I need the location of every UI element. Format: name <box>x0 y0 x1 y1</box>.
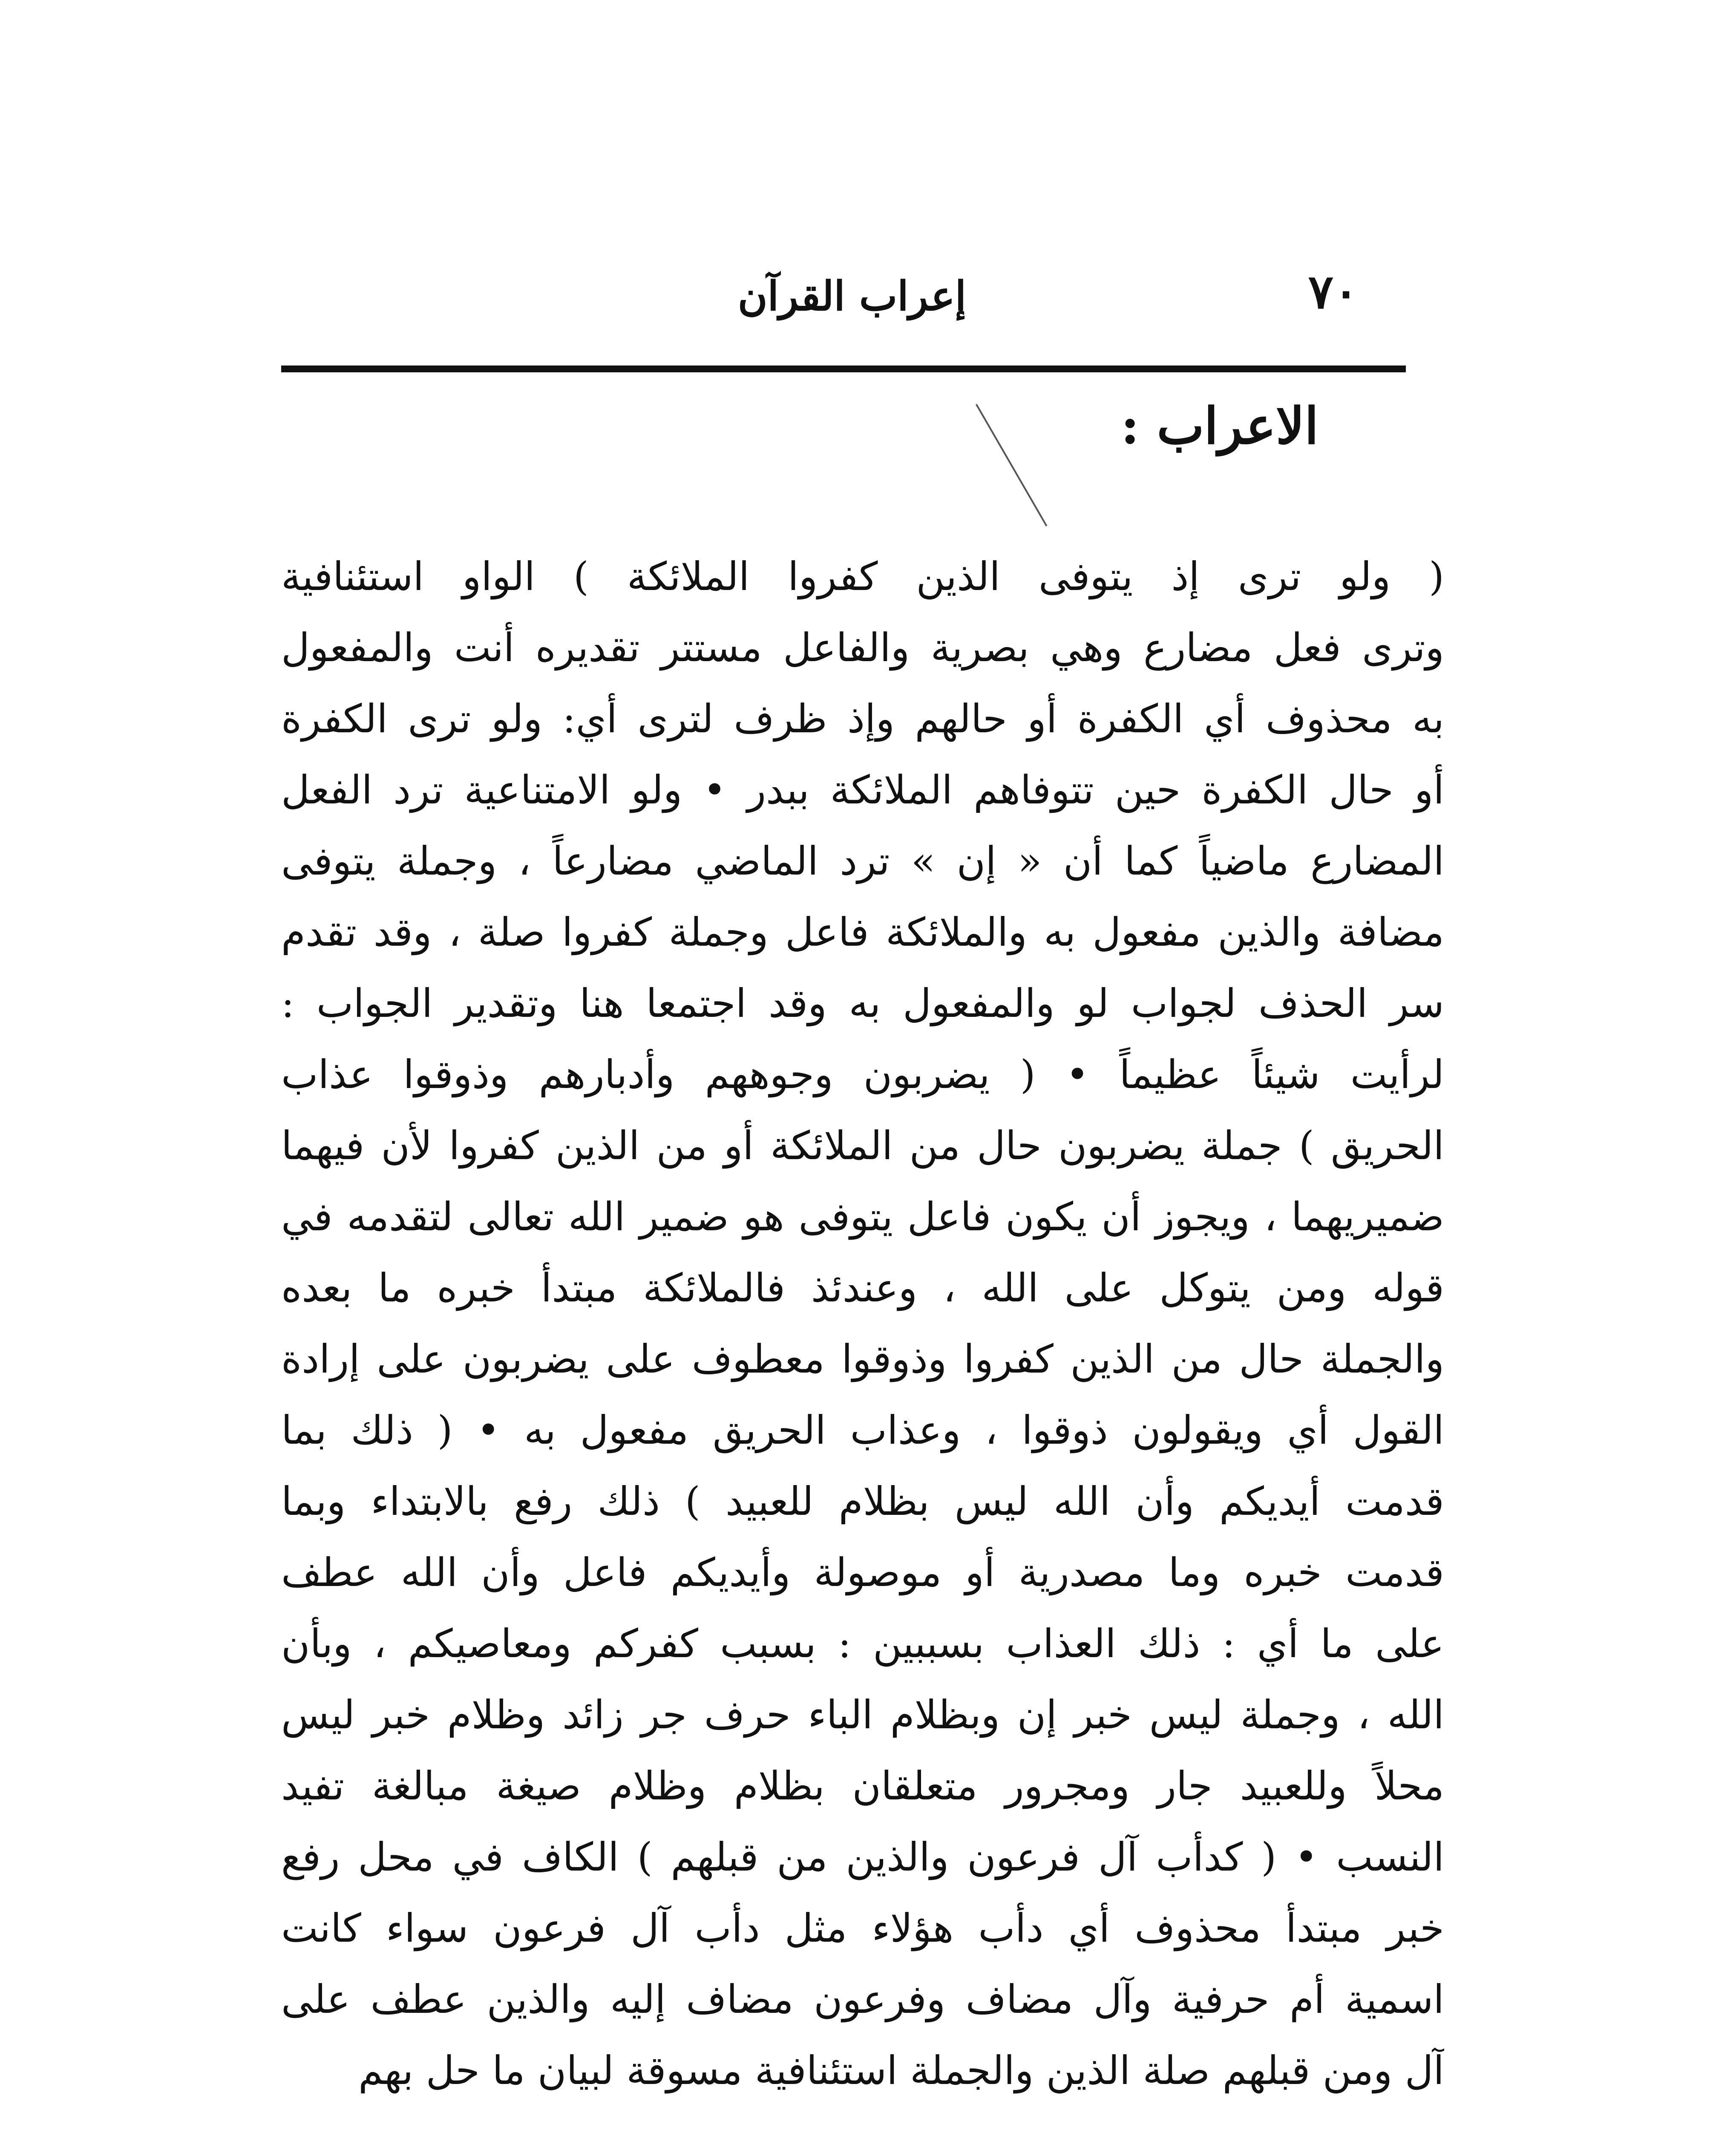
text-line: النسب • ( كدأب آل فرعون والذين من قبلهم ) الكاف في محل رفع <box>281 1834 1444 1880</box>
running-title: إعراب القرآن <box>737 273 967 320</box>
page-number: ٧٠ <box>1308 264 1359 319</box>
text-line: آل ومن قبلهم صلة الذين والجملة استئنافية مسوقة لبيان ما حل بهم <box>358 2048 1444 2093</box>
text-line: به محذوف أي الكفرة أو حالهم وإذ ظرف لترى أي: ولو ترى الكفرة <box>281 696 1444 742</box>
text-line: قدمت أيديكم وأن الله ليس بظلام للعبيد ) ذلك رفع بالابتداء وبما <box>281 1479 1444 1524</box>
text-line: الله ، وجملة ليس خبر إن وبظلام الباء حرف جر زائد وظلام خبر ليس <box>281 1692 1444 1738</box>
text-line: والجملة حال من الذين كفروا وذوقوا معطوف على يضربون على إرادة <box>281 1336 1444 1382</box>
text-line: أو حال الكفرة حين تتوفاهم الملائكة ببدر • ولو الامتناعية ترد الفعل <box>281 767 1444 813</box>
text-line: قدمت خبره وما مصدرية أو موصولة وأيديكم فاعل وأن الله عطف <box>281 1550 1444 1595</box>
text-line: مضافة والذين مفعول به والملائكة فاعل وجملة كفروا صلة ، وقد تقدم <box>281 910 1444 955</box>
text-line: لرأيت شيئاً عظيماً • ( يضربون وجوههم وأدبارهم وذوقوا عذاب <box>281 1052 1444 1097</box>
text-line: قوله ومن يتوكل على الله ، وعندئذ فالملائكة مبتدأ خبره ما بعده <box>281 1265 1444 1311</box>
stray-pen-mark <box>976 404 1047 527</box>
text-line: سر الحذف لجواب لو والمفعول به وقد اجتمعا هنا وتقدير الجواب : <box>281 981 1444 1026</box>
body-text <box>281 541 1444 2130</box>
text-line: المضارع ماضياً كما أن « إن » ترد الماضي مضارعاً ، وجملة يتوفى <box>281 838 1444 884</box>
text-line: القول أي ويقولون ذوقوا ، وعذاب الحريق مفعول به • ( ذلك بما <box>281 1408 1444 1453</box>
text-line: على ما أي : ذلك العذاب بسببين : بسبب كفركم ومعاصيكم ، وبأن <box>281 1621 1444 1667</box>
text-line: الحريق ) جملة يضربون حال من الملائكة أو من الذين كفروا لأن فيهما <box>281 1123 1444 1169</box>
header-rule <box>281 366 1406 372</box>
text-line: ( ولو ترى إذ يتوفى الذين كفروا الملائكة ) الواو استئنافية <box>281 554 1444 599</box>
section-heading: الاعراب : <box>1120 396 1319 455</box>
text-line: خبر مبتدأ محذوف أي دأب هؤلاء مثل دأب آل فرعون سواء كانت <box>281 1905 1444 1951</box>
text-line: وترى فعل مضارع وهي بصرية والفاعل مستتر تقديره أنت والمفعول <box>281 625 1444 671</box>
text-line: ضميريهما ، ويجوز أن يكون فاعل يتوفى هو ضمير الله تعالى لتقدمه في <box>281 1194 1444 1240</box>
text-line: محلاً وللعبيد جار ومجرور متعلقان بظلام وظلام صيغة مبالغة تفيد <box>281 1763 1444 1809</box>
text-line: اسمية أم حرفية وآل مضاف وفرعون مضاف إليه والذين عطف على <box>281 1977 1444 2022</box>
